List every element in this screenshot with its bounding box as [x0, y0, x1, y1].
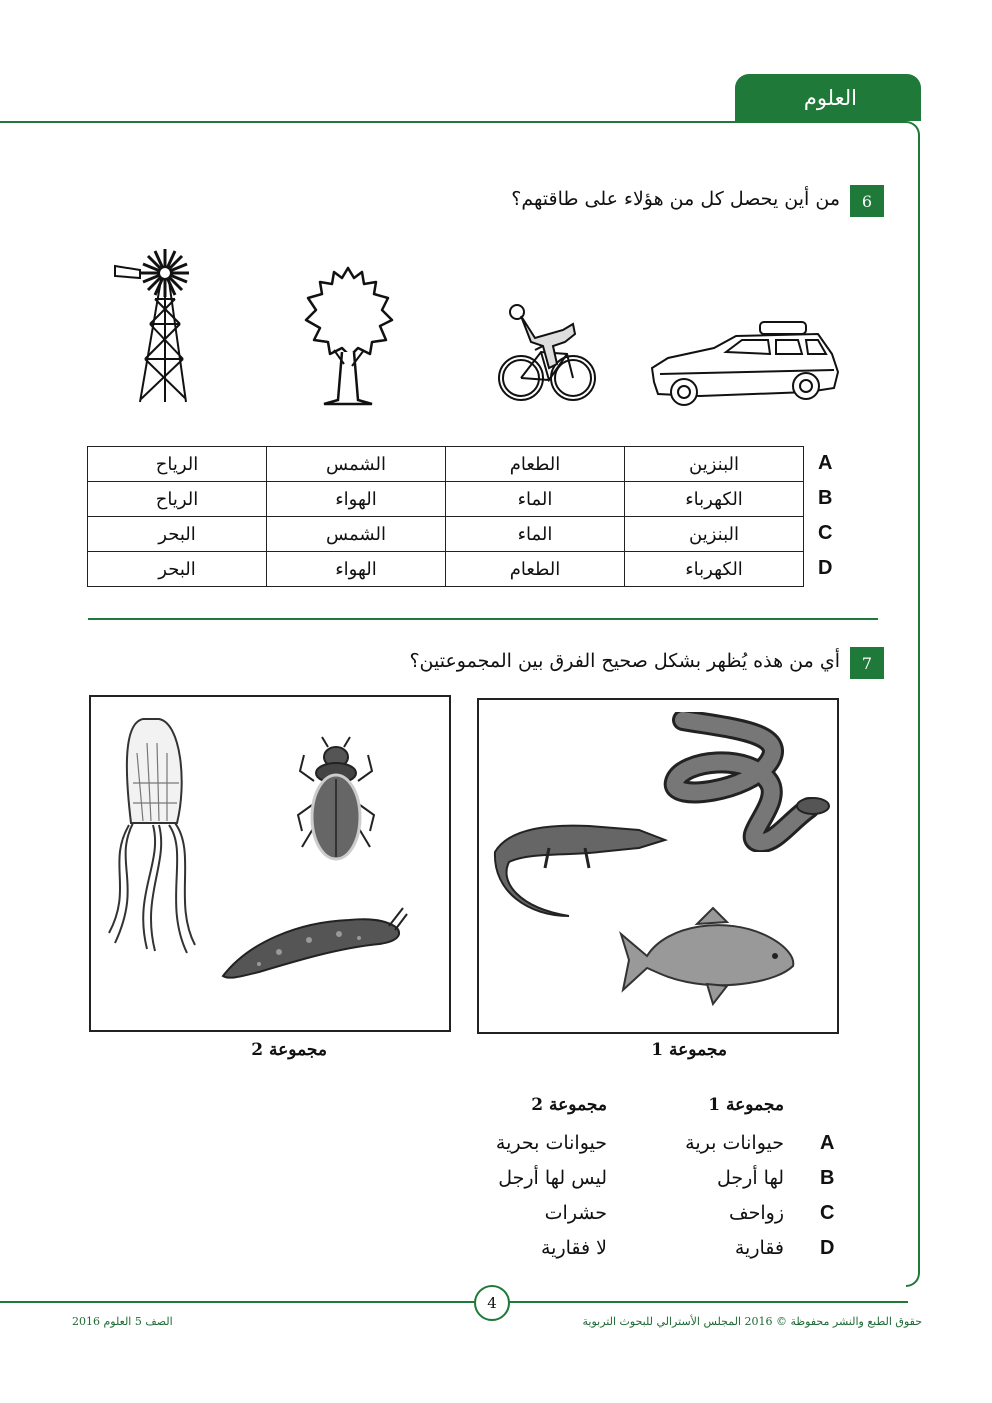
- table-cell: البنزين: [625, 517, 804, 552]
- windmill-icon: [110, 244, 200, 404]
- subject-tab: العلوم: [735, 74, 921, 121]
- table-row: [88, 482, 804, 517]
- snake-icon: [659, 712, 834, 852]
- option-a-group-2: حيوانات بحرية: [495, 1132, 607, 1154]
- table-cell: البحر: [88, 552, 267, 587]
- table-cell: الكهرباء: [625, 552, 804, 587]
- group-2-box: [89, 695, 451, 1032]
- table-cell: البنزين: [625, 447, 804, 482]
- option-letter-a[interactable]: A: [820, 1132, 835, 1154]
- table-cell: الرياح: [88, 482, 267, 517]
- option-c-group-1: زواحف: [728, 1202, 784, 1224]
- option-letter-b[interactable]: B: [818, 487, 833, 509]
- option-b-group-2: ليس لها أرجل: [498, 1167, 607, 1189]
- answer-header-group-1: مجموعة 1: [708, 1095, 784, 1115]
- slug-icon: [219, 902, 409, 982]
- car-icon: [648, 318, 842, 406]
- table-cell: الرياح: [88, 447, 267, 482]
- table-row: [88, 552, 804, 587]
- option-d-group-2: لا فقارية: [540, 1237, 607, 1259]
- table-cell: الهواء: [267, 482, 446, 517]
- table-cell: الطعام: [446, 552, 625, 587]
- option-a-group-1: حيوانات برية: [685, 1132, 784, 1154]
- table-cell: الشمس: [267, 447, 446, 482]
- table-row: [88, 447, 804, 482]
- copyright-notice: حقوق الطبع والنشر محفوظة © 2016 المجلس الأسترالي للبحوث التربوية: [582, 1315, 922, 1328]
- frame-right-border: [906, 121, 920, 1287]
- option-letter-a[interactable]: A: [818, 452, 833, 474]
- question-7-text: أي من هذه يُظهر بشكل صحيح الفرق بين المجموعتين؟: [409, 650, 840, 672]
- answer-header-group-2: مجموعة 2: [531, 1095, 607, 1115]
- frame-bottom-line: [0, 1301, 908, 1303]
- cyclist-icon: [495, 302, 597, 406]
- tree-icon: [300, 264, 396, 406]
- option-letter-b[interactable]: B: [820, 1167, 835, 1189]
- grade-label: الصف 5 العلوم 2016: [72, 1315, 173, 1328]
- energy-options-table: [87, 446, 804, 587]
- table-cell: البحر: [88, 517, 267, 552]
- question-6-text: من أين يحصل كل من هؤلاء على طاقتهم؟: [511, 188, 840, 210]
- option-letter-d[interactable]: D: [820, 1237, 835, 1259]
- question-7-number: 7: [850, 647, 884, 679]
- section-divider: [88, 618, 878, 620]
- fish-icon: [617, 906, 797, 1012]
- group-1-caption: مجموعة 1: [651, 1040, 727, 1060]
- group-2-caption: مجموعة 2: [251, 1040, 327, 1060]
- table-cell: الكهرباء: [625, 482, 804, 517]
- option-d-group-1: فقارية: [734, 1237, 784, 1259]
- page-number: 4: [474, 1285, 510, 1321]
- table-cell: الماء: [446, 517, 625, 552]
- option-c-group-2: حشرات: [544, 1202, 607, 1224]
- option-letter-c[interactable]: C: [820, 1202, 835, 1224]
- table-cell: الطعام: [446, 447, 625, 482]
- option-letter-c[interactable]: C: [818, 522, 833, 544]
- option-letter-d[interactable]: D: [818, 557, 833, 579]
- table-row: [88, 517, 804, 552]
- question-6-number: 6: [850, 185, 884, 217]
- table-cell: الماء: [446, 482, 625, 517]
- frame-top-line: [0, 121, 906, 123]
- jellyfish-icon: [103, 713, 203, 958]
- group-1-box: [477, 698, 839, 1034]
- beetle-icon: [296, 735, 376, 865]
- table-cell: الهواء: [267, 552, 446, 587]
- table-cell: الشمس: [267, 517, 446, 552]
- option-b-group-1: لها أرجل: [717, 1167, 784, 1189]
